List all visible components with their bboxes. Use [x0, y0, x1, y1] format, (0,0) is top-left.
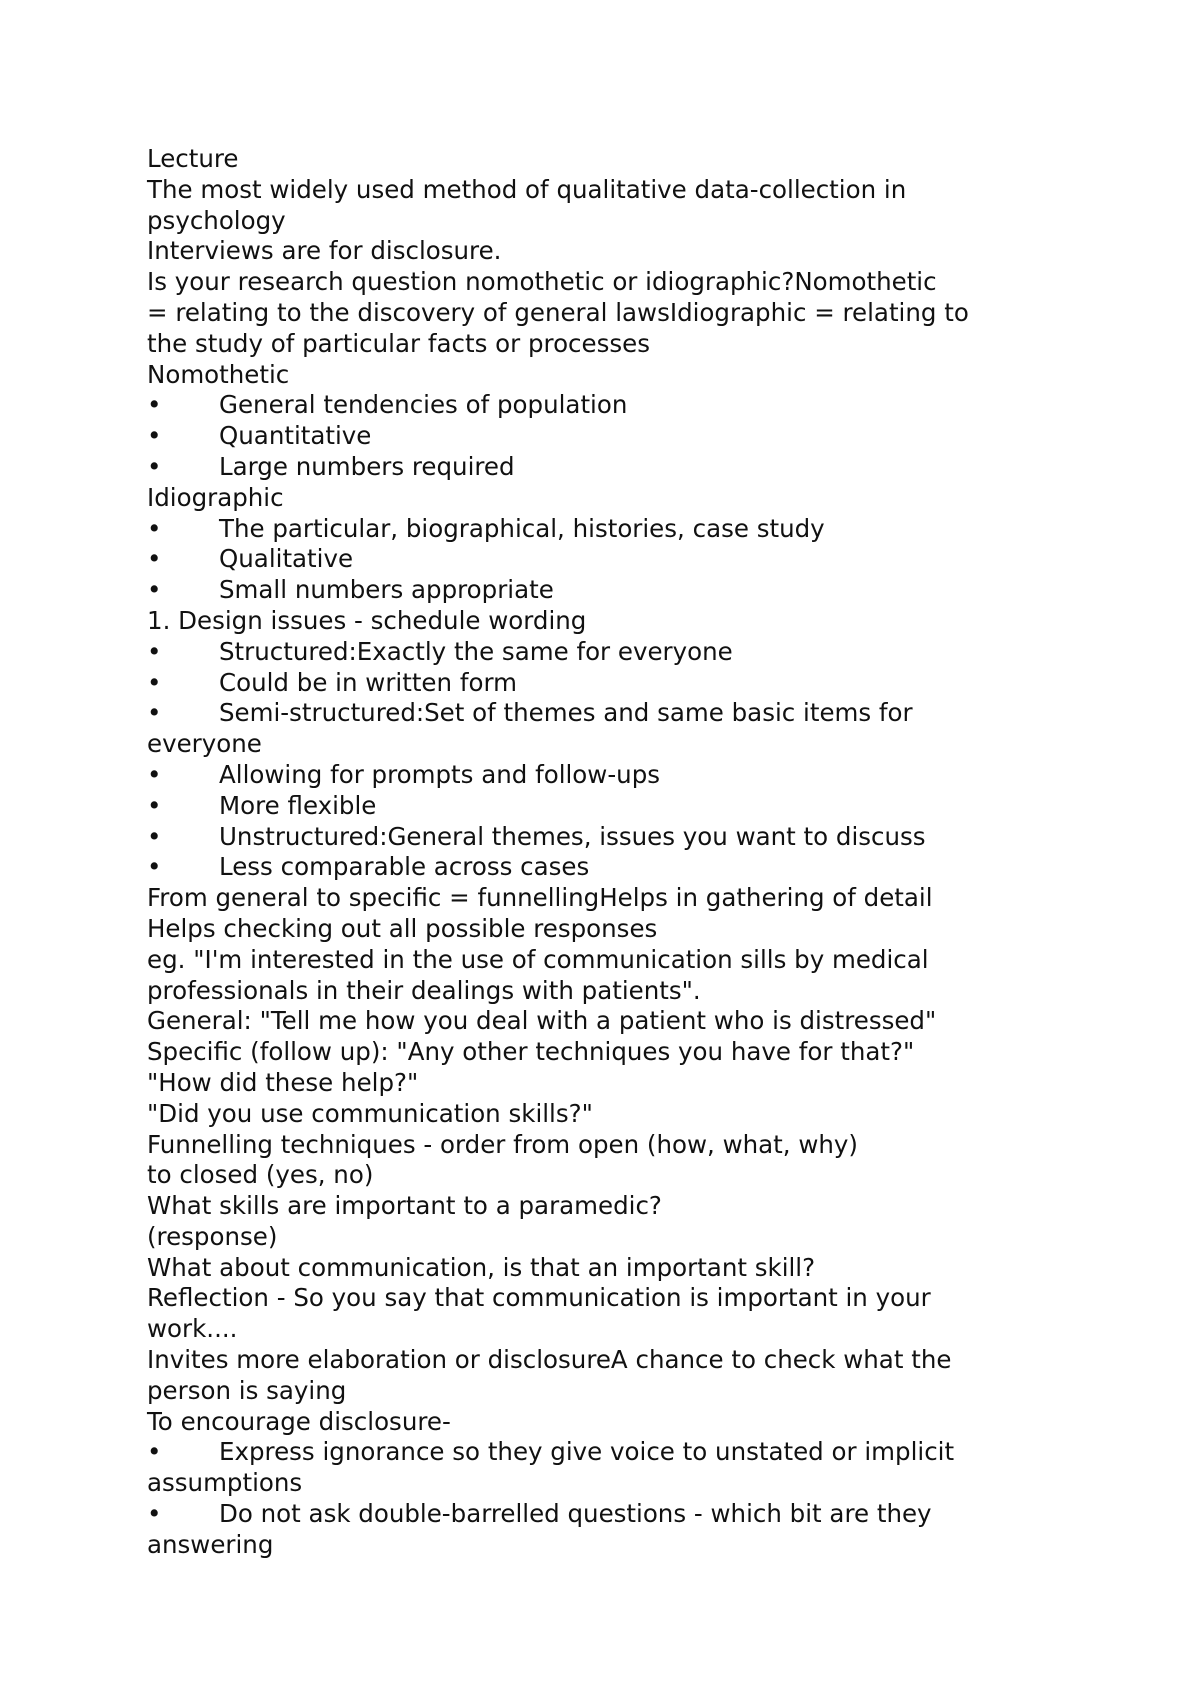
bullet-item [147, 852, 1047, 883]
bullet-marker: • [147, 821, 162, 851]
text-line: person is saying [147, 1375, 347, 1405]
text-line: What about communication, is that an important skill? [147, 1252, 816, 1282]
bullet-marker: • [147, 451, 162, 481]
bullet-marker: • [147, 790, 162, 820]
text-line: = relating to the discovery of general lawsIdiographic = relating to [147, 297, 969, 327]
bullet-marker: • [147, 421, 162, 451]
text-line: answering [147, 1529, 274, 1559]
text-line: 1. Design issues - schedule wording [147, 605, 587, 635]
text-line: From general to specific = funnellingHelps in gathering of detail [147, 883, 933, 913]
bullet-item [147, 390, 1047, 421]
bullet-item [147, 421, 1047, 452]
bullet-item [147, 544, 1047, 575]
bullet-text: Unstructured:General themes, issues you want to discuss [219, 821, 926, 851]
bullet-marker: • [147, 667, 162, 697]
bullet-text: Quantitative [219, 421, 372, 451]
bullet-item [147, 791, 1047, 822]
text-line: Nomothetic [147, 359, 290, 389]
text-line: professionals in their dealings with patients". [147, 975, 701, 1005]
text-line: To encourage disclosure- [147, 1406, 451, 1436]
bullet-marker: • [147, 390, 162, 420]
text-line: Invites more elaboration or disclosureA chance to check what the [147, 1345, 952, 1375]
text-line: Funnelling techniques - order from open (how, what, why) [147, 1129, 858, 1159]
bullet-text: Could be in written form [219, 667, 517, 697]
text-line: everyone [147, 729, 262, 759]
bullet-text: Qualitative [219, 544, 354, 574]
bullet-text: Structured:Exactly the same for everyone [219, 636, 733, 666]
bullet-item [147, 637, 1047, 668]
text-line: eg. "I'm interested in the use of communication sills by medical [147, 944, 929, 974]
text-line: Is your research question nomothetic or idiographic?Nomothetic [147, 267, 937, 297]
bullet-marker: • [147, 759, 162, 789]
text-line: Idiographic [147, 482, 284, 512]
bullet-marker: • [147, 852, 162, 882]
bullet-text: More flexible [219, 790, 377, 820]
text-line: "Did you use communication skills?" [147, 1098, 593, 1128]
bullet-text: General tendencies of population [219, 390, 628, 420]
bullet-item [147, 1437, 1047, 1468]
bullet-item [147, 452, 1047, 483]
bullet-item [147, 1499, 1047, 1530]
text-line: Helps checking out all possible responses [147, 913, 658, 943]
text-line: The most widely used method of qualitative data-collection in [147, 174, 907, 204]
document-page [147, 144, 1047, 1561]
bullet-text: Express ignorance so they give voice to unstated or implicit [219, 1437, 955, 1467]
bullet-item [147, 514, 1047, 545]
bullet-marker: • [147, 698, 162, 728]
bullet-text: Large numbers required [219, 451, 515, 481]
text-line: Reflection - So you say that communication is important in your [147, 1283, 931, 1313]
bullet-text: Semi-structured:Set of themes and same basic items for [219, 698, 913, 728]
text-line: General: "Tell me how you deal with a patient who is distressed" [147, 1006, 937, 1036]
bullet-text: Do not ask double-barrelled questions - which bit are they [219, 1499, 932, 1529]
bullet-marker: • [147, 1437, 162, 1467]
bullet-marker: • [147, 636, 162, 666]
text-line: "How did these help?" [147, 1067, 419, 1097]
bullet-marker: • [147, 1499, 162, 1529]
text-line: Interviews are for disclosure. [147, 236, 502, 266]
text-line: assumptions [147, 1468, 303, 1498]
bullet-item [147, 698, 1047, 729]
text-line: psychology [147, 205, 286, 235]
bullet-item [147, 668, 1047, 699]
bullet-text: The particular, biographical, histories, case study [219, 513, 825, 543]
text-line: to closed (yes, no) [147, 1160, 374, 1190]
bullet-text: Less comparable across cases [219, 852, 590, 882]
document-title: Lecture [147, 144, 239, 173]
bullet-item [147, 822, 1047, 853]
bullet-marker: • [147, 544, 162, 574]
text-line: (response) [147, 1221, 278, 1251]
bullet-item [147, 575, 1047, 606]
bullet-marker: • [147, 575, 162, 605]
bullet-text: Allowing for prompts and follow-ups [219, 759, 661, 789]
bullet-text: Small numbers appropriate [219, 575, 554, 605]
bullet-marker: • [147, 513, 162, 543]
bullet-item [147, 760, 1047, 791]
text-line: Specific (follow up): "Any other techniques you have for that?" [147, 1037, 915, 1067]
text-line: the study of particular facts or processes [147, 328, 650, 358]
text-line: work.... [147, 1314, 238, 1344]
text-line: What skills are important to a paramedic? [147, 1191, 662, 1221]
